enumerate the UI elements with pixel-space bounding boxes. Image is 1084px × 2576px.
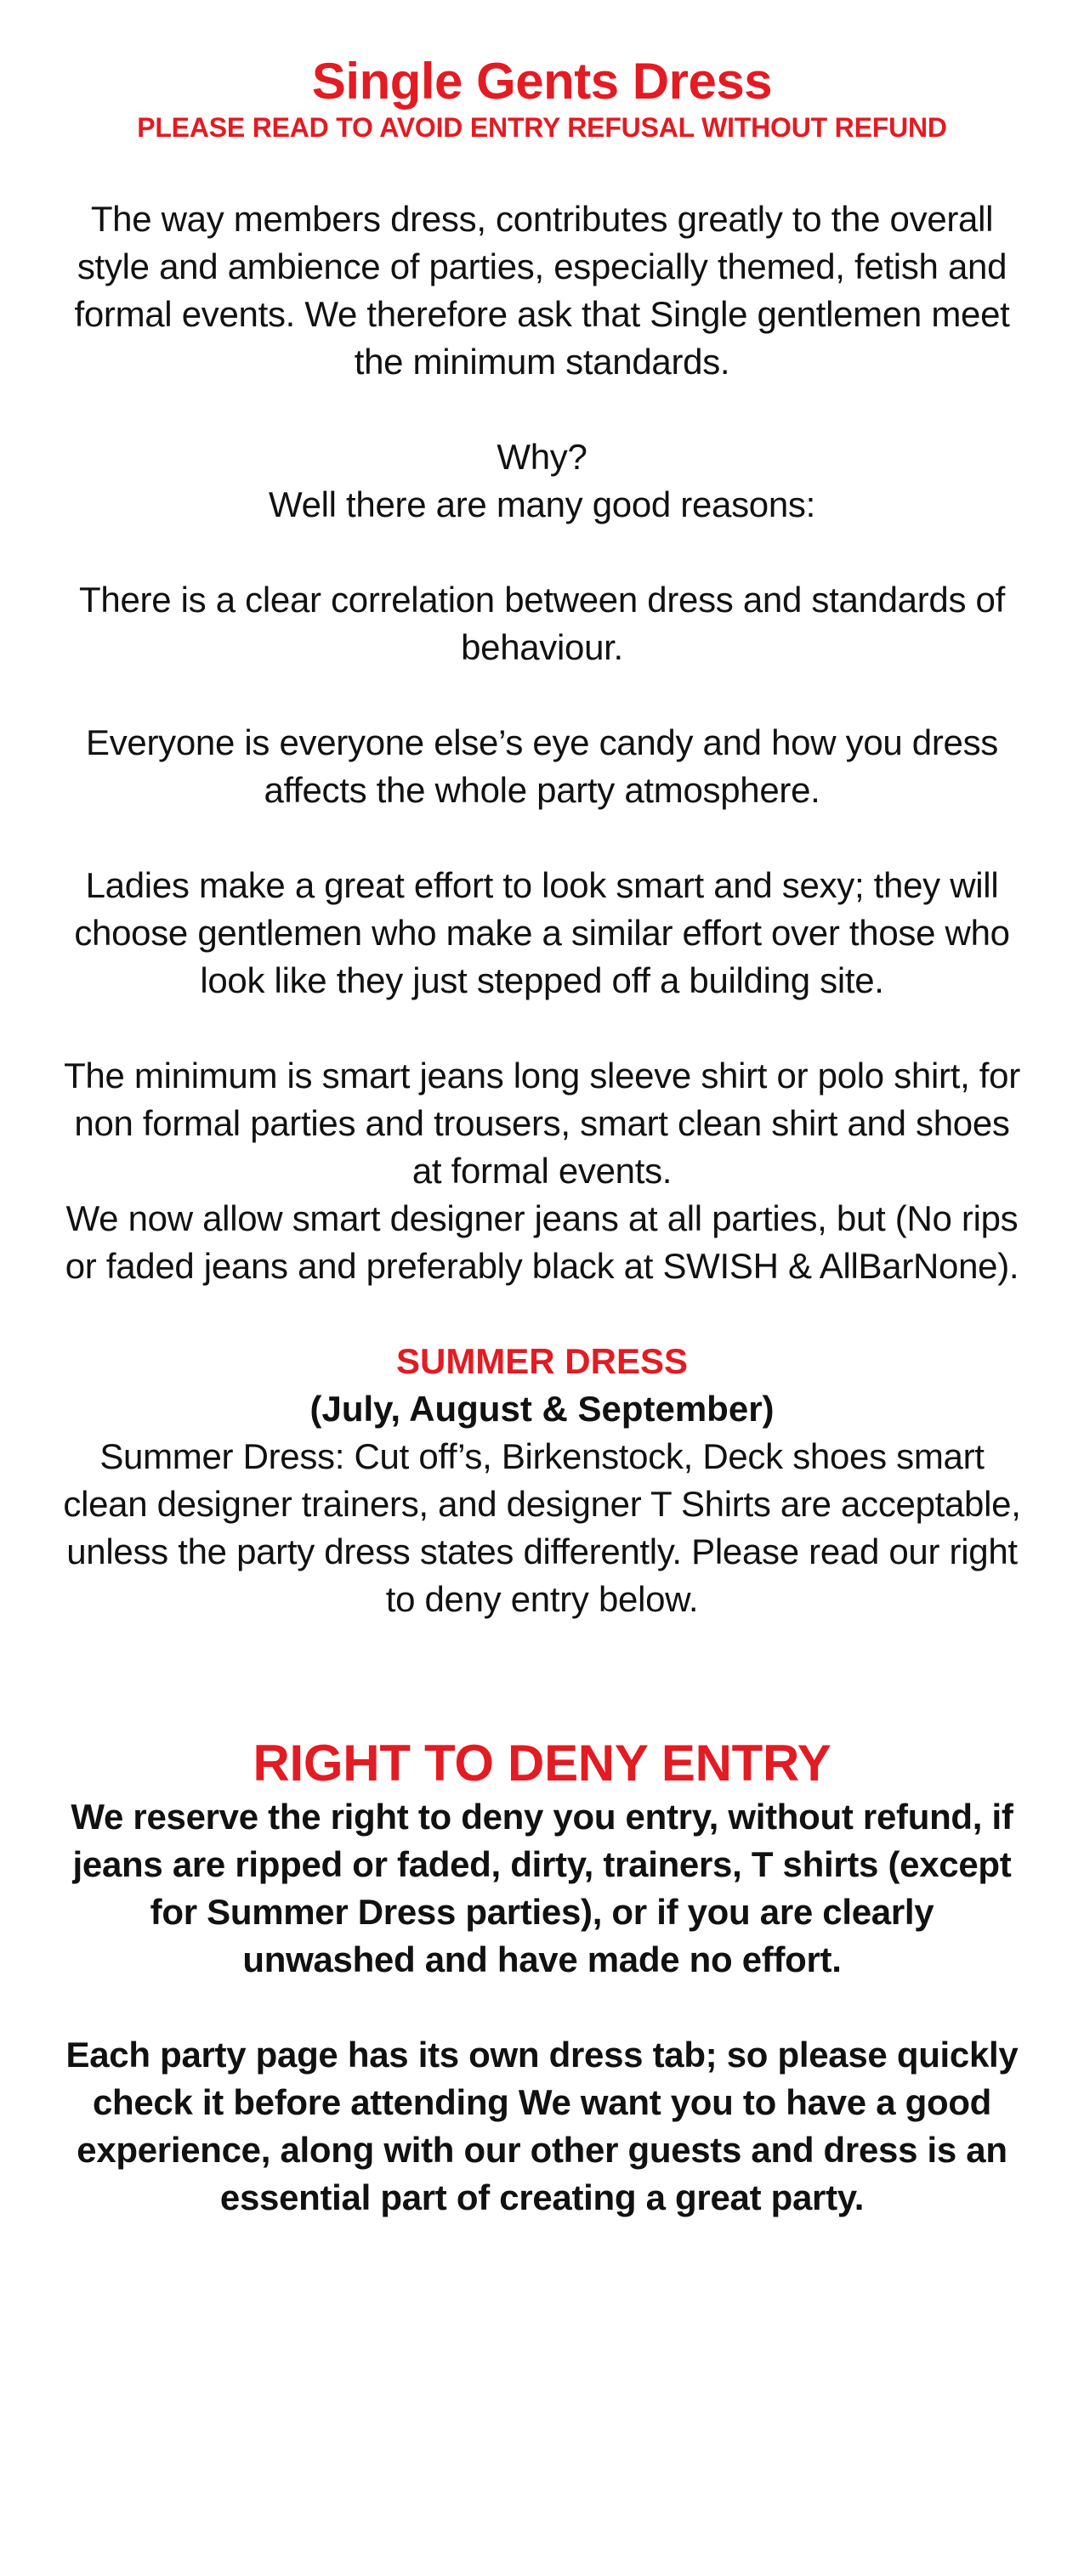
deny-entry-paragraph: We reserve the right to deny you entry, without refund, if jeans are ripped or faded, dirty, trainers, T shirts (except for Summer Dress parties), or if you are clearly unwashed and have made no effort. — [71, 1797, 1013, 1979]
minimum-standard-paragraph: The minimum is smart jeans long sleeve shirt or polo shirt, for non formal parties and trousers, smart clean shirt and shoes at formal events. — [64, 1056, 1020, 1191]
page-title: Single Gents Dress — [311, 53, 773, 110]
spacer — [60, 1005, 1024, 1052]
reason-behaviour: There is a clear correlation between dress and standards of behaviour. — [79, 580, 1005, 667]
summer-months: (July, August & September) — [309, 1389, 775, 1429]
spacer — [60, 814, 1024, 862]
spacer — [60, 144, 1024, 195]
designer-jeans-note: We now allow smart designer jeans at all parties, but (No rips or faded jeans and preferably black at SWISH & AllBarNone). — [65, 1198, 1019, 1286]
spacer — [60, 529, 1024, 576]
intro-paragraph: The way members dress, contributes greatly to the overall style and ambience of parties, especially themed, fetish and formal events. We therefore ask that Single gentlemen meet the minimum standards. — [74, 199, 1010, 382]
reason-eye-candy: Everyone is everyone else’s eye candy and how you dress affects the whole party atmosphere. — [85, 722, 999, 810]
spacer — [60, 671, 1024, 719]
summer-dress-heading: SUMMER DRESS — [395, 1341, 689, 1381]
deny-entry-heading: RIGHT TO DENY ENTRY — [253, 1735, 831, 1792]
summer-dress-paragraph: Summer Dress: Cut off’s, Birkenstock, Deck shoes smart clean designer trainers, and designer T Shirts are acceptable, unless the party dress states differently. Please read our right to deny entry below. — [63, 1436, 1021, 1619]
spacer — [60, 1623, 1024, 1734]
dress-tab-closing: Each party page has its own dress tab; so please quickly check it before attending We want you to have a good experience, along with our other guests and dress is an essential part of creating a great party. — [65, 2035, 1019, 2217]
reason-ladies-effort: Ladies make a great effort to look smart and sexy; they will choose gentlemen who make a similar effort over those who look like they just stepped off a building site. — [74, 865, 1010, 1000]
spacer — [60, 1290, 1024, 1338]
why-lead: Well there are many good reasons: — [268, 484, 815, 524]
spacer — [60, 1984, 1024, 2031]
refusal-warning: PLEASE READ TO AVOID ENTRY REFUSAL WITHOUT REFUND — [137, 112, 947, 143]
why-question: Why? — [497, 437, 587, 477]
spacer — [60, 386, 1024, 433]
